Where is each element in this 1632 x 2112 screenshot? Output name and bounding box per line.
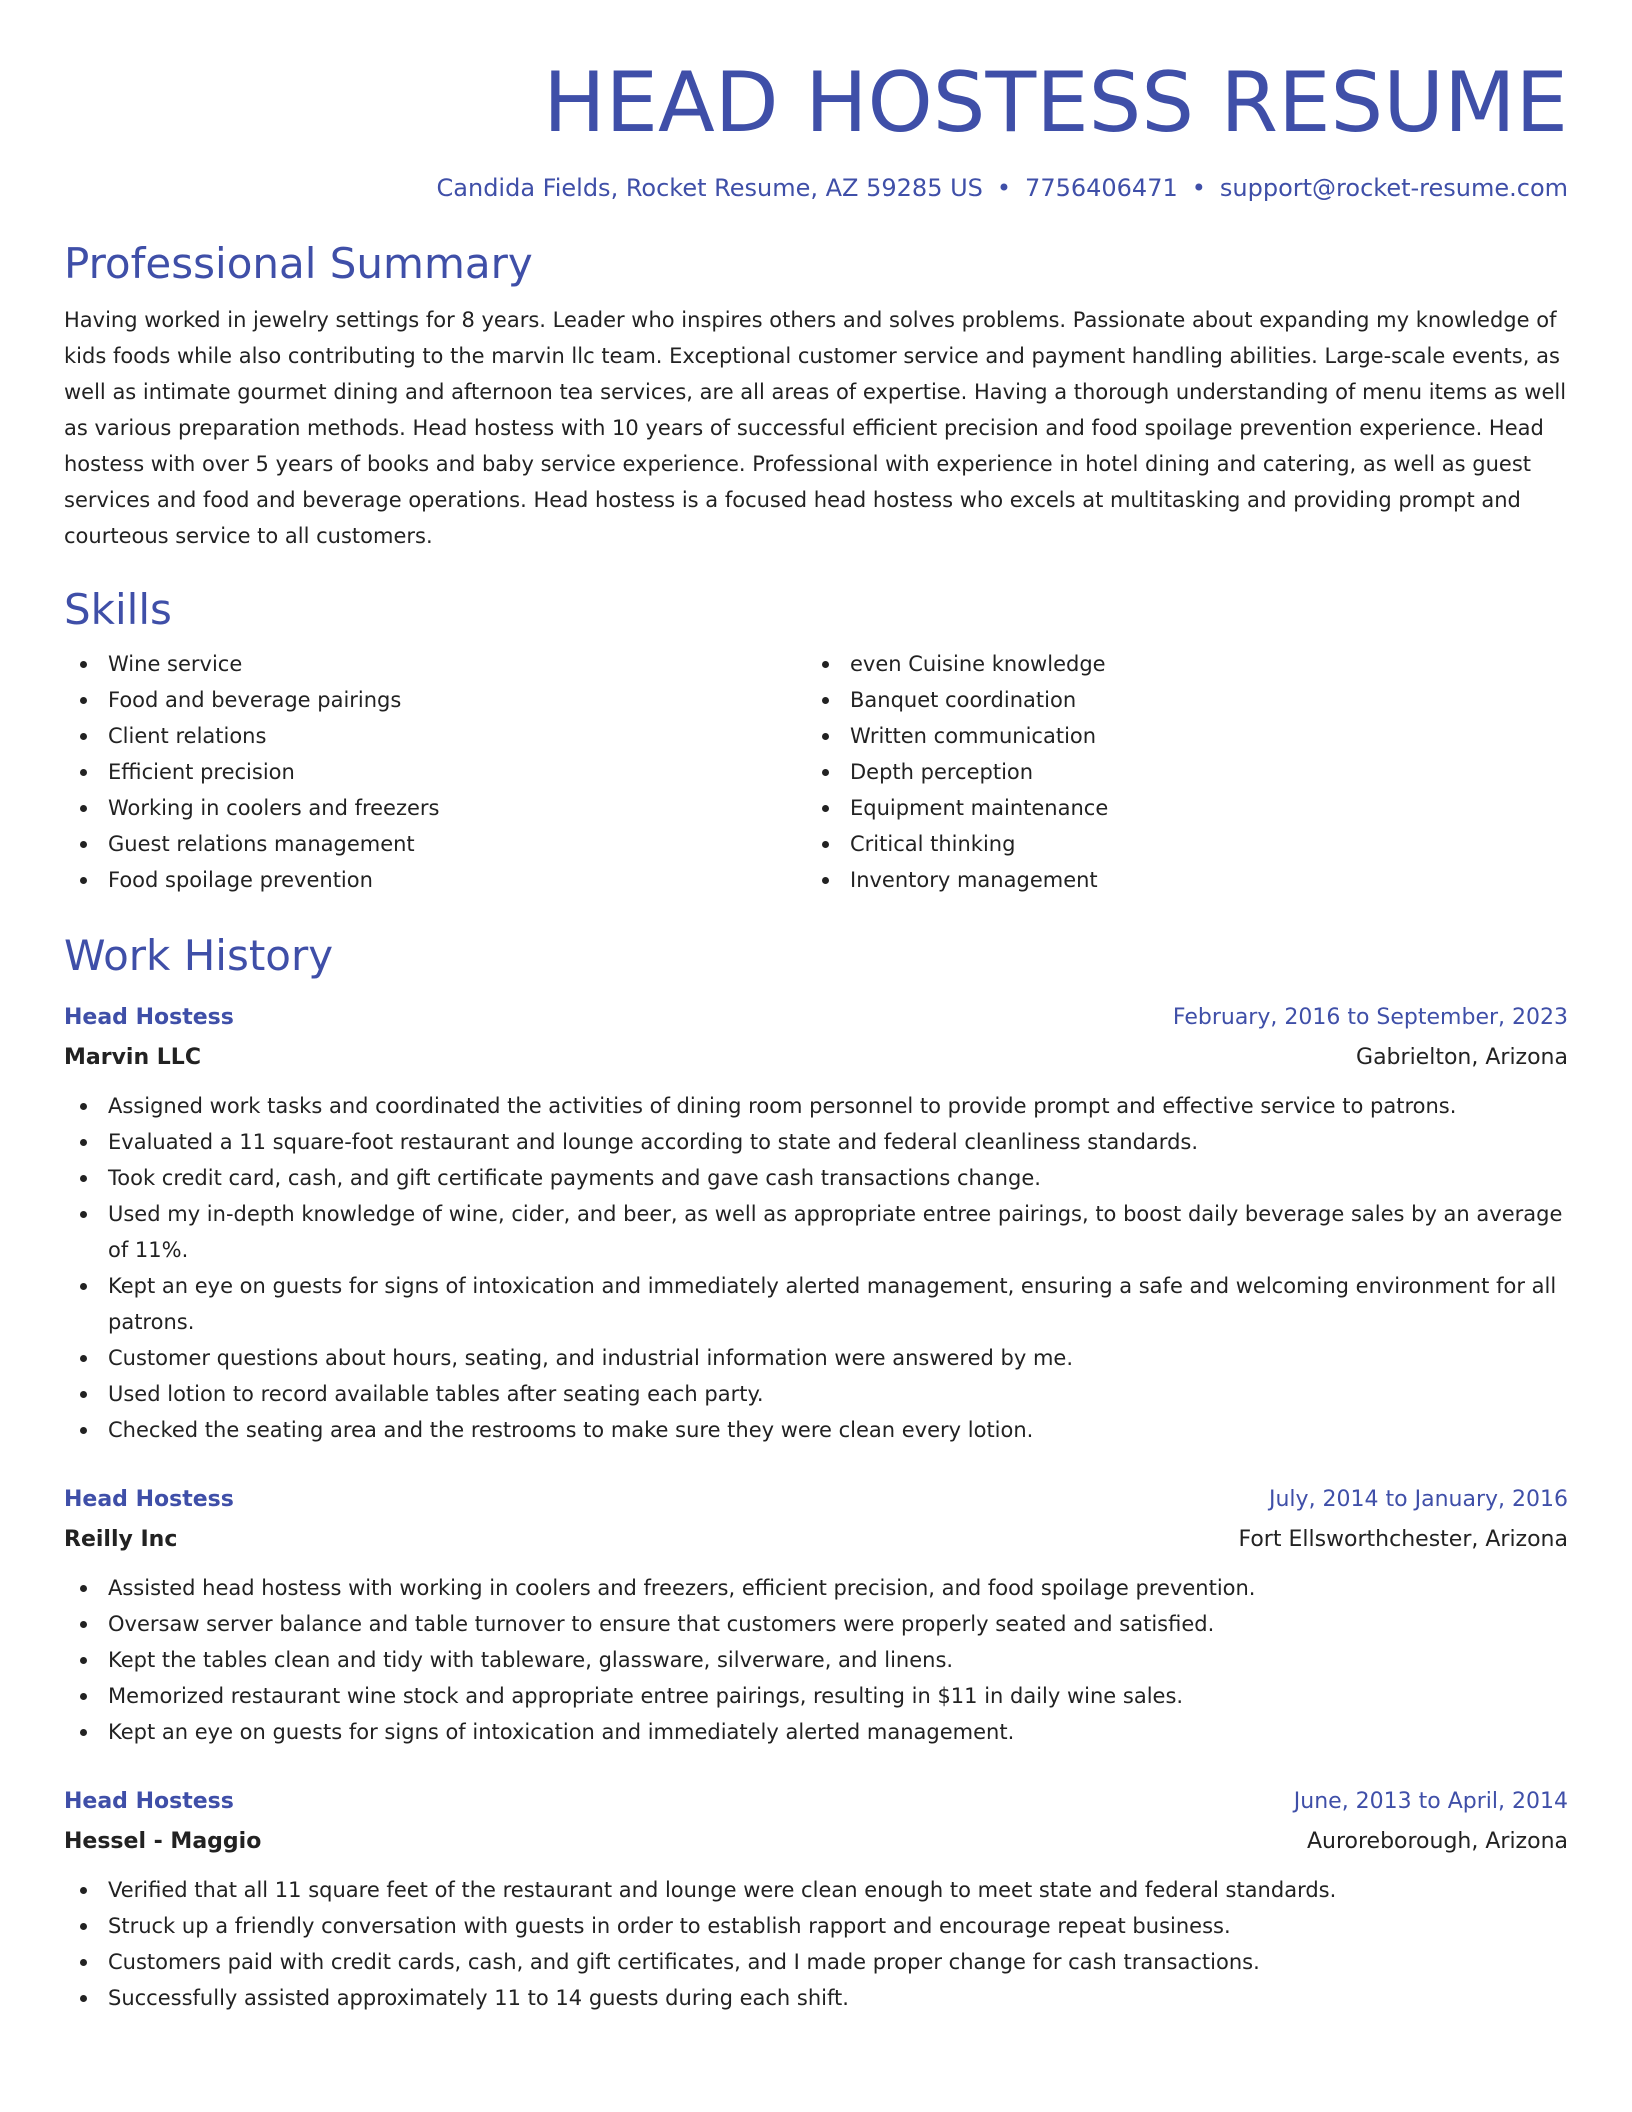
job-location: Gabrielton, Arizona xyxy=(1356,1045,1568,1070)
contact-email: support@rocket-resume.com xyxy=(1219,174,1568,202)
skill-item: even Cuisine knowledge xyxy=(806,646,1548,682)
job-entry xyxy=(64,998,1568,1448)
skills-column-left xyxy=(64,646,806,898)
job-company-row xyxy=(64,1822,1568,1862)
summary-text: Having worked in jewelry settings for 8 years. Leader who inspires others and solves problems. Passionate about expanding my knowledge of kids foods while also contributing to the marvin llc team. Exceptional customer service and payment handling abilities. Large-scale events, as well as intimate gourmet dining and afternoon tea services, are all areas of expertise. Having a thorough understanding of menu items as well as various preparation methods. Head hostess with 10 years of successful efficient precision and food spoilage prevention experience. Head hostess with over 5 years of books and baby service experience. Professional with experience in hotel dining and catering, as well as guest services and food and beverage operations. Head hostess is a focused head hostess who excels at multitasking and providing prompt and courteous service to all customers. xyxy=(64,308,1567,548)
job-location: Auroreborough, Arizona xyxy=(1306,1829,1568,1854)
job-bullet: Assigned work tasks and coordinated the activities of dining room personnel to provide prompt and effective service to patrons. xyxy=(64,1088,1568,1124)
job-bullet: Checked the seating area and the restrooms to make sure they were clean every lotion. xyxy=(64,1412,1568,1448)
summary-heading: Professional Summary xyxy=(64,239,533,288)
skill-item: Food spoilage prevention xyxy=(64,862,806,898)
job-bullet: Used lotion to record available tables after seating each party. xyxy=(64,1376,1568,1412)
job-location: Fort Ellsworthchester, Arizona xyxy=(1238,1527,1568,1552)
job-bullet: Kept an eye on guests for signs of intoxication and immediately alerted management. xyxy=(64,1714,1568,1750)
job-bullet: Memorized restaurant wine stock and appropriate entree pairings, resulting in $11 in daily wine sales. xyxy=(64,1678,1568,1714)
resume-header xyxy=(64,48,1568,204)
skill-item: Wine service xyxy=(64,646,806,682)
job-entry xyxy=(64,1480,1568,1750)
job-bullets xyxy=(64,1872,1568,2016)
skill-item: Critical thinking xyxy=(806,826,1548,862)
job-dates: July, 2014 to January, 2016 xyxy=(1269,1487,1568,1512)
job-title: Head Hostess xyxy=(64,1789,234,1814)
job-bullet: Used my in-depth knowledge of wine, cider, and beer, as well as appropriate entree pairings, to boost daily beverage sales by an average of 11%. xyxy=(64,1196,1568,1268)
job-bullets xyxy=(64,1088,1568,1448)
skill-item: Food and beverage pairings xyxy=(64,682,806,718)
resume-title: HEAD HOSTESS RESUME xyxy=(543,54,1568,151)
job-bullet: Customer questions about hours, seating, and industrial information were answered by me. xyxy=(64,1340,1568,1376)
job-bullet: Kept an eye on guests for signs of intoxication and immediately alerted management, ensuring a safe and welcoming environment for all patrons. xyxy=(64,1268,1568,1340)
job-dates: February, 2016 to September, 2023 xyxy=(1172,1005,1568,1030)
job-company: Hessel - Maggio xyxy=(64,1829,262,1854)
resume-page xyxy=(64,48,1568,2016)
contact-phone: 7756406471 xyxy=(1025,174,1178,202)
job-company: Reilly Inc xyxy=(64,1527,178,1552)
job-bullet: Evaluated a 11 square-foot restaurant and lounge according to state and federal cleanliness standards. xyxy=(64,1124,1568,1160)
skill-item: Inventory management xyxy=(806,862,1548,898)
job-company-row xyxy=(64,1520,1568,1560)
skill-item: Working in coolers and freezers xyxy=(64,790,806,826)
job-bullet: Struck up a friendly conversation with guests in order to establish rapport and encourage repeat business. xyxy=(64,1908,1568,1944)
skills-heading: Skills xyxy=(64,585,172,634)
job-company: Marvin LLC xyxy=(64,1045,201,1070)
job-title: Head Hostess xyxy=(64,1487,234,1512)
job-entry xyxy=(64,1782,1568,2016)
job-bullet: Successfully assisted approximately 11 to 14 guests during each shift. xyxy=(64,1980,1568,2016)
contact-separator: • xyxy=(1191,174,1206,202)
skill-item: Depth perception xyxy=(806,754,1548,790)
job-bullet: Customers paid with credit cards, cash, and gift certificates, and I made proper change for cash transactions. xyxy=(64,1944,1568,1980)
skill-item: Banquet coordination xyxy=(806,682,1548,718)
job-bullet: Verified that all 11 square feet of the restaurant and lounge were clean enough to meet state and federal standards. xyxy=(64,1872,1568,1908)
job-bullets xyxy=(64,1570,1568,1750)
job-title-row xyxy=(64,1782,1568,1822)
skill-item: Written communication xyxy=(806,718,1548,754)
job-company-row xyxy=(64,1038,1568,1078)
contact-line xyxy=(64,172,1568,204)
job-bullet: Assisted head hostess with working in coolers and freezers, efficient precision, and food spoilage prevention. xyxy=(64,1570,1568,1606)
contact-address: Candida Fields, Rocket Resume, AZ 59285 US xyxy=(436,174,983,202)
job-title: Head Hostess xyxy=(64,1005,234,1030)
job-title-row xyxy=(64,1480,1568,1520)
skills-list xyxy=(64,646,1568,898)
contact-separator: • xyxy=(996,174,1012,202)
skills-column-right xyxy=(806,646,1548,898)
skill-item: Guest relations management xyxy=(64,826,806,862)
skill-item: Efficient precision xyxy=(64,754,806,790)
job-dates: June, 2013 to April, 2014 xyxy=(1293,1789,1568,1814)
skill-item: Client relations xyxy=(64,718,806,754)
skill-item: Equipment maintenance xyxy=(806,790,1548,826)
job-bullet: Kept the tables clean and tidy with tableware, glassware, silverware, and linens. xyxy=(64,1642,1568,1678)
job-bullet: Took credit card, cash, and gift certificate payments and gave cash transactions change. xyxy=(64,1160,1568,1196)
job-title-row xyxy=(64,998,1568,1038)
work-history-heading: Work History xyxy=(64,931,334,980)
job-bullet: Oversaw server balance and table turnover to ensure that customers were properly seated and satisfied. xyxy=(64,1606,1568,1642)
